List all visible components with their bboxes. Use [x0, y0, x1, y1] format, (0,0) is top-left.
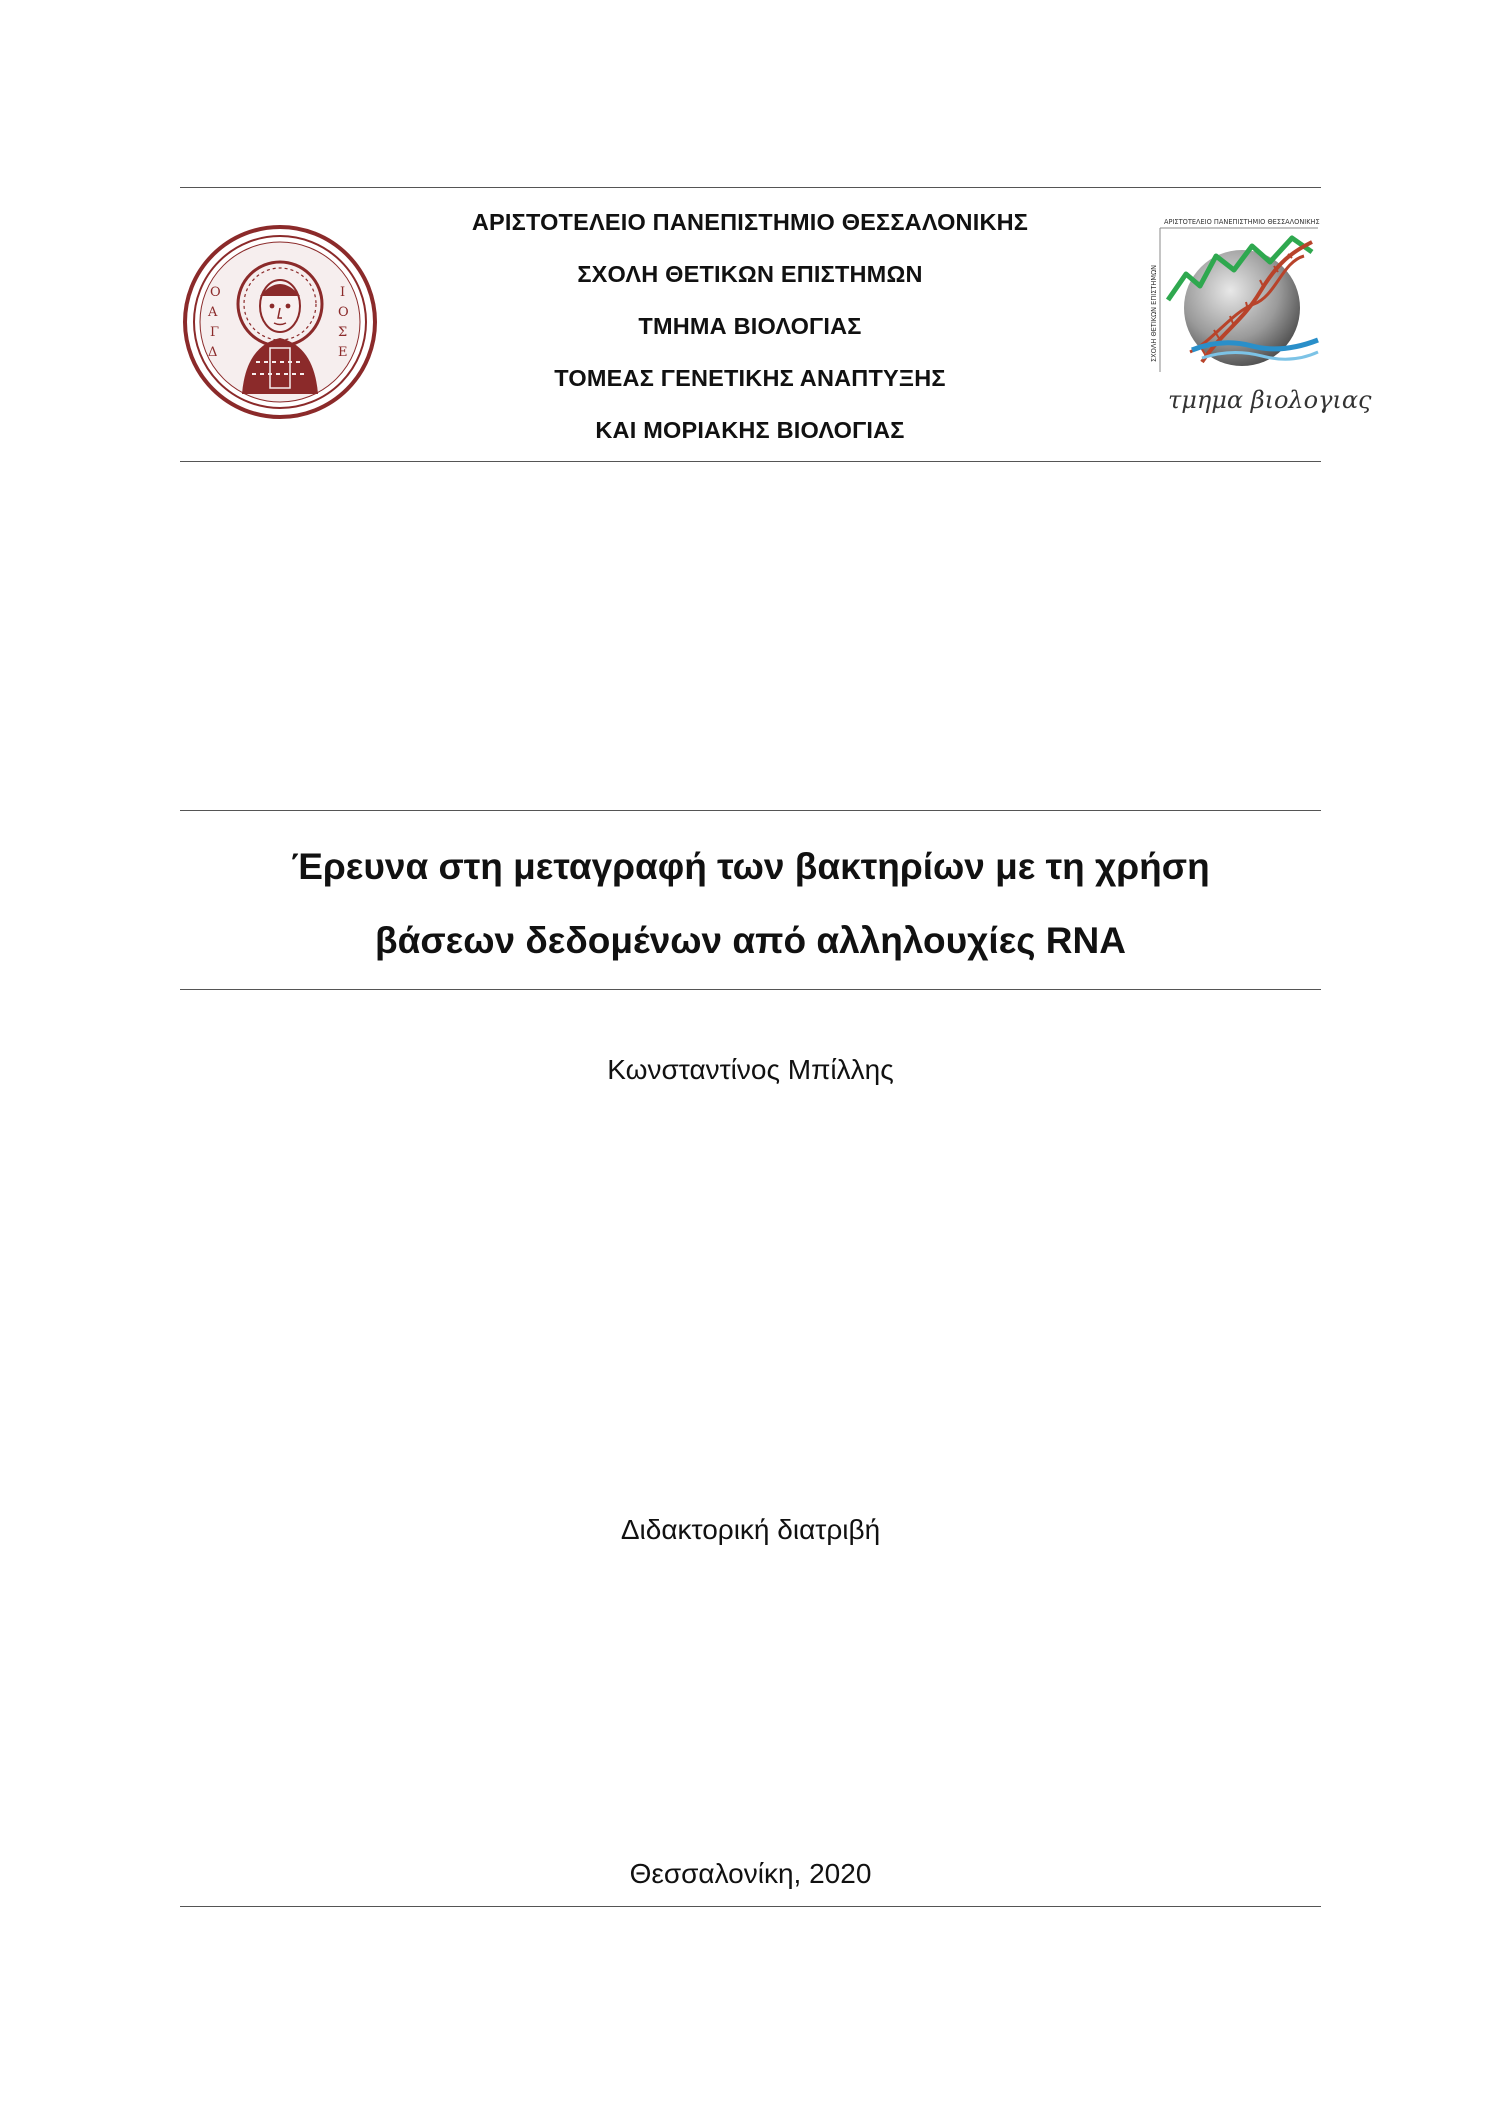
- svg-text:Σ: Σ: [338, 325, 348, 340]
- footer-rule: [180, 1906, 1321, 1907]
- logo-top-text: ΑΡΙΣΤΟΤΕΛΕΙΟ ΠΑΝΕΠΙΣΤΗΜΙΟ ΘΕΣΣΑΛΟΝΙΚΗΣ: [1164, 218, 1320, 226]
- logo-side-text: ΣΧΟΛΗ ΘΕΤΙΚΩΝ ΕΠΙΣΤΗΜΩΝ: [1150, 264, 1158, 362]
- svg-text:Ο: Ο: [338, 305, 349, 320]
- document-type: Διδακτορική διατριβή: [620, 1514, 881, 1545]
- thesis-title: [180, 830, 1321, 978]
- svg-text:Ι: Ι: [340, 285, 346, 300]
- header-sector-cont: ΚΑΙ ΜΟΡΙΑΚΗΣ ΒΙΟΛΟΓΙΑΣ: [595, 417, 905, 443]
- university-seal-icon: [182, 224, 378, 420]
- institution-header: [380, 196, 1120, 456]
- place-date: Θεσσαλονίκη, 2020: [629, 1858, 872, 1889]
- title-bottom-rule: [180, 989, 1321, 990]
- svg-text:Α: Α: [208, 305, 218, 320]
- svg-text:Ο: Ο: [210, 285, 221, 300]
- svg-text:Γ: Γ: [210, 325, 220, 340]
- header-school: ΣΧΟΛΗ ΘΕΤΙΚΩΝ ΕΠΙΣΤΗΜΩΝ: [577, 261, 923, 287]
- header-top-rule: [180, 187, 1321, 188]
- svg-text:Ε: Ε: [338, 345, 348, 360]
- biology-department-logo-icon: [1142, 212, 1372, 426]
- title-top-rule: [180, 810, 1321, 811]
- thesis-title-line1: Έρευνα στη μεταγραφή των βακτηρίων με τη χρήση: [291, 846, 1210, 887]
- header-department: ΤΜΗΜΑ ΒΙΟΛΟΓΙΑΣ: [638, 313, 862, 339]
- svg-text:Δ: Δ: [208, 345, 218, 360]
- header-bottom-rule: [180, 461, 1321, 462]
- header-sector: ΤΟΜΕΑΣ ΓΕΝΕΤΙΚΗΣ ΑΝΑΠΤΥΞΗΣ: [554, 365, 946, 391]
- header-university: ΑΡΙΣΤΟΤΕΛΕΙΟ ΠΑΝΕΠΙΣΤΗΜΙΟ ΘΕΣΣΑΛΟΝΙΚΗΣ: [471, 209, 1029, 235]
- author-name: Κωνσταντίνος Μπίλλης: [607, 1054, 894, 1085]
- thesis-title-line2: βάσεων δεδομένων από αλληλουχίες RNA: [375, 920, 1126, 961]
- logo-bottom-text: τμημα βιολογιας: [1168, 386, 1372, 414]
